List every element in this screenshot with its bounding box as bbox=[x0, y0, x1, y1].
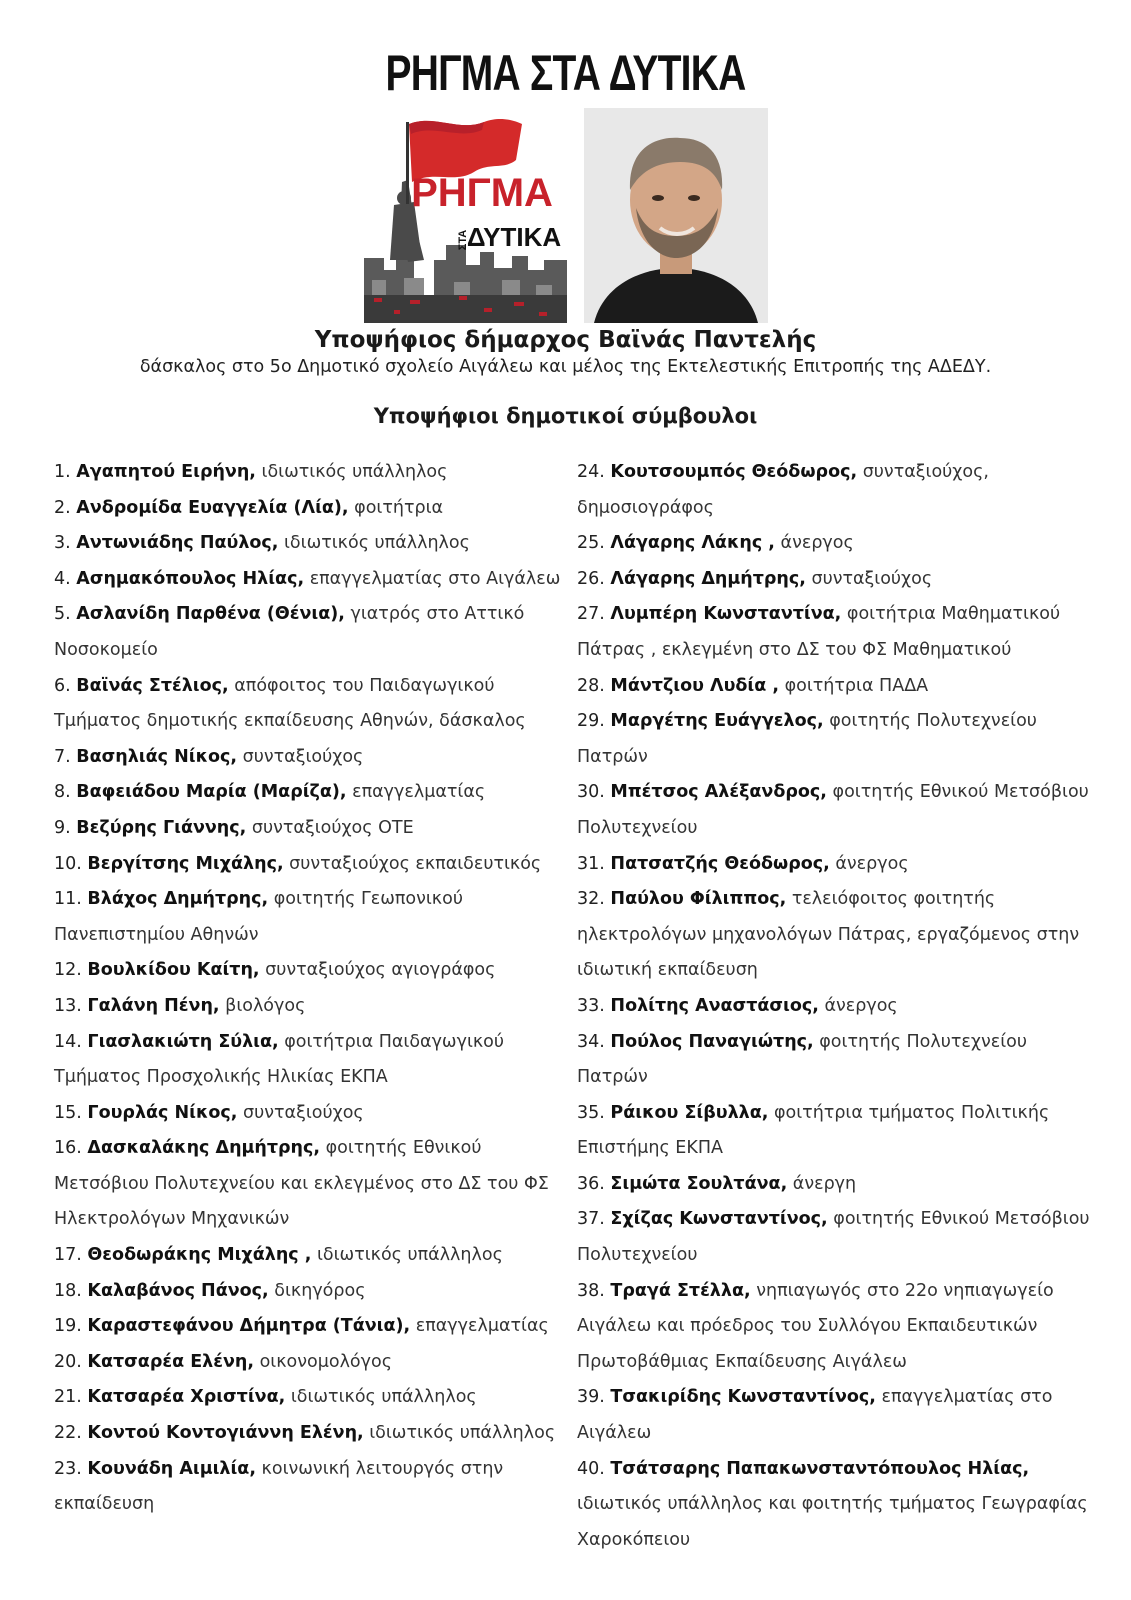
candidate-name: Γιασλακιώτη Σύλια, bbox=[87, 1031, 279, 1052]
candidate-entry bbox=[54, 847, 564, 883]
candidate-occupation: επαγγελματίας bbox=[352, 782, 486, 803]
candidate-name: Λάγαρης Δημήτρης, bbox=[610, 568, 806, 589]
candidate-occupation: κοινωνική λειτουργός στην εκπαίδευση bbox=[54, 1458, 504, 1515]
candidate-name: Πολίτης Αναστάσιος, bbox=[610, 995, 819, 1016]
mayor-candidate-description: δάσκαλος στο 5ο Δημοτικό σχολείο Αιγάλεω και μέλος της Εκτελεστικής Επιτροπής της ΑΔΕΔΥ. bbox=[139, 357, 992, 377]
candidate-occupation: φοιτήτρια ΠΑΔΑ bbox=[784, 675, 929, 696]
candidate-name: Βασηλιάς Νίκος, bbox=[76, 746, 238, 767]
party-logo bbox=[364, 110, 567, 323]
candidate-entry bbox=[54, 882, 564, 953]
candidate-name: Βεζύρης Γιάννης, bbox=[76, 817, 247, 838]
candidate-number: 18. bbox=[54, 1280, 82, 1301]
candidate-occupation: συνταξιούχος εκπαιδευτικός bbox=[289, 853, 542, 874]
candidate-number: 27. bbox=[577, 604, 605, 625]
candidate-number: 30. bbox=[577, 782, 605, 803]
candidate-name: Αντωνιάδης Παύλος, bbox=[76, 533, 279, 554]
candidate-entry bbox=[54, 491, 564, 527]
candidate-entry bbox=[577, 562, 1097, 598]
candidate-number: 1. bbox=[54, 462, 71, 482]
candidate-occupation: συνταξιούχος αγιογράφος bbox=[265, 960, 496, 981]
candidate-occupation: γιατρός στο Αττικό Νοσοκομείο bbox=[54, 604, 525, 660]
candidate-number: 31. bbox=[577, 853, 605, 874]
candidate-entry bbox=[577, 704, 1097, 775]
candidate-entry bbox=[54, 1131, 564, 1238]
candidate-name: Λάγαρης Λάκης , bbox=[610, 533, 775, 554]
candidate-number: 39. bbox=[577, 1387, 605, 1408]
candidate-entry bbox=[54, 1452, 564, 1523]
candidate-entry bbox=[54, 1309, 564, 1345]
candidate-entry bbox=[577, 775, 1097, 846]
candidate-occupation: απόφοιτος του Παιδαγωγικού Τμήματος δημοτικής εκπαίδευσης Αθηνών, δάσκαλος bbox=[54, 675, 526, 732]
candidate-occupation: επαγγελματίας στο Αιγάλεω bbox=[309, 568, 561, 589]
candidate-number: 26. bbox=[577, 568, 605, 589]
candidate-occupation: συνταξιούχος bbox=[811, 568, 933, 589]
candidate-number: 14. bbox=[54, 1031, 82, 1052]
candidate-entry bbox=[577, 1025, 1097, 1096]
candidate-entry bbox=[577, 847, 1097, 883]
candidate-name: Παύλου Φίλιππος, bbox=[610, 889, 787, 910]
candidate-name: Βαφειάδου Μαρία (Μαρίζα), bbox=[76, 782, 347, 803]
candidate-entry bbox=[54, 1345, 564, 1381]
candidate-occupation: συνταξιούχος bbox=[242, 746, 364, 767]
candidate-occupation: φοιτητής Γεωπονικού Πανεπιστημίου Αθηνών bbox=[54, 889, 463, 945]
candidate-number: 36. bbox=[577, 1173, 605, 1194]
logo-text-main: ΡΗΓΜΑ bbox=[411, 171, 553, 215]
candidate-name: Τσάτσαρης Παπακωνσταντόπουλος Ηλίας, bbox=[610, 1458, 1030, 1479]
candidate-occupation: φοιτητής Εθνικού Μετσόβιου Πολυτεχνείου bbox=[577, 782, 1089, 838]
candidate-number: 28. bbox=[577, 675, 605, 696]
candidate-entry bbox=[577, 1380, 1097, 1451]
candidate-entry bbox=[54, 1380, 564, 1416]
candidate-occupation: άνεργος bbox=[780, 533, 854, 554]
council-section-title: Υποψήφιοι δημοτικοί σύμβουλοι bbox=[373, 404, 758, 428]
candidate-occupation: ιδιωτικός υπάλληλος bbox=[284, 533, 470, 554]
page-title: ΡΗΓΜΑ ΣΤΑ ΔΥΤΙΚΑ bbox=[385, 45, 746, 101]
candidate-occupation: άνεργη bbox=[792, 1173, 857, 1194]
candidate-entry bbox=[54, 775, 564, 811]
candidate-name: Βλάχος Δημήτρης, bbox=[87, 889, 269, 910]
candidate-name: Βαϊνάς Στέλιος, bbox=[76, 675, 229, 696]
candidate-name: Καλαβάνος Πάνος, bbox=[87, 1280, 269, 1301]
candidate-entry bbox=[577, 526, 1097, 562]
candidate-number: 6. bbox=[54, 675, 71, 696]
candidate-occupation: φοιτήτρια Παιδαγωγικού Τμήματος Προσχολικής Ηλικίας ΕΚΠΑ bbox=[54, 1031, 505, 1088]
candidate-entry bbox=[54, 1025, 564, 1096]
candidate-name: Σιμώτα Σουλτάνα, bbox=[610, 1173, 788, 1194]
candidate-name: Γαλάνη Πένη, bbox=[87, 995, 220, 1016]
candidate-name: Κοντού Κοντογιάννη Ελένη, bbox=[87, 1423, 364, 1444]
candidate-number: 33. bbox=[577, 995, 605, 1016]
candidate-number: 22. bbox=[54, 1423, 82, 1444]
candidate-name: Ασημακόπουλος Ηλίας, bbox=[76, 568, 305, 589]
candidate-name: Κατσαρέα Ελένη, bbox=[87, 1351, 255, 1372]
candidate-entry bbox=[577, 1452, 1097, 1559]
person-portrait-icon bbox=[584, 108, 768, 323]
flag-statue-logo-icon bbox=[364, 110, 567, 323]
candidate-number: 17. bbox=[54, 1245, 82, 1266]
candidate-number: 32. bbox=[577, 889, 605, 910]
candidate-entry bbox=[577, 989, 1097, 1025]
candidate-occupation: τελειόφοιτος φοιτητής ηλεκτρολόγων μηχανολόγων Πάτρας, εργαζόμενος στην ιδιωτική εκπαίδευση bbox=[577, 889, 1080, 981]
candidate-name: Ανδρομίδα Ευαγγελία (Λία), bbox=[76, 497, 349, 518]
candidate-entry bbox=[577, 1096, 1097, 1167]
candidate-number: 12. bbox=[54, 960, 82, 981]
candidate-occupation: δικηγόρος bbox=[274, 1280, 366, 1301]
candidate-entry bbox=[54, 1238, 564, 1274]
candidate-number: 40. bbox=[577, 1458, 605, 1479]
candidate-number: 38. bbox=[577, 1280, 605, 1301]
logo-text-sub: ΔΥΤΙΚΑ bbox=[466, 222, 562, 252]
candidate-occupation: φοιτητής Εθνικού Μετσόβιου Πολυτεχνείου και εκλεγμένος στο ΔΣ του ΦΣ Ηλεκτρολόγων Μηχανικών bbox=[54, 1138, 549, 1230]
candidate-number: 21. bbox=[54, 1387, 82, 1408]
candidate-occupation: ιδιωτικός υπάλληλος και φοιτητής τμήματος Γεωγραφίας Χαροκόπειου bbox=[577, 1494, 1088, 1550]
candidate-occupation: φοιτήτρια bbox=[354, 497, 444, 518]
candidate-number: 20. bbox=[54, 1351, 82, 1372]
candidate-entry bbox=[577, 1202, 1097, 1273]
candidate-name: Τραγά Στέλλα, bbox=[610, 1280, 751, 1301]
candidate-entry bbox=[54, 562, 564, 598]
candidate-number: 7. bbox=[54, 746, 71, 767]
logo-text-small: ΣΤΑ bbox=[457, 229, 469, 251]
candidate-name: Μαργέτης Ευάγγελος, bbox=[610, 711, 824, 732]
candidate-occupation: άνεργος bbox=[824, 995, 898, 1016]
candidate-number: 23. bbox=[54, 1458, 82, 1479]
candidate-name: Μάντζιου Λυδία , bbox=[610, 675, 780, 696]
candidate-number: 37. bbox=[577, 1209, 605, 1230]
mayor-photo bbox=[584, 108, 768, 323]
candidate-name: Κουνάδη Αιμιλία, bbox=[87, 1458, 256, 1479]
candidate-occupation: νηπιαγωγός στο 22ο νηπιαγωγείο Αιγάλεω και πρόεδρος του Συλλόγου Εκπαιδευτικών Πρωτοβάθμιας Εκπαίδευσης Αιγάλεω bbox=[577, 1280, 1054, 1372]
candidate-number: 35. bbox=[577, 1102, 605, 1123]
candidate-occupation: συνταξιούχος bbox=[243, 1102, 364, 1123]
candidate-occupation: επαγγελματίας στο Αιγάλεω bbox=[577, 1387, 1053, 1444]
candidate-name: Πούλος Παναγιώτης, bbox=[610, 1031, 814, 1052]
candidate-name: Πατσατζής Θεόδωρος, bbox=[610, 853, 830, 874]
candidate-occupation: βιολόγος bbox=[225, 995, 306, 1016]
candidates-list-left bbox=[54, 455, 564, 1523]
candidate-occupation: ιδιωτικός υπάλληλος bbox=[261, 462, 448, 482]
candidate-entry bbox=[54, 669, 564, 740]
candidate-number: 11. bbox=[54, 889, 82, 910]
candidate-name: Μπέτσος Αλέξανδρος, bbox=[610, 782, 827, 803]
candidate-name: Ασλανίδη Παρθένα (Θένια), bbox=[76, 604, 345, 625]
candidate-name: Σχίζας Κωνσταντίνος, bbox=[610, 1209, 828, 1230]
candidate-number: 15. bbox=[54, 1102, 82, 1123]
candidate-name: Βεργίτσης Μιχάλης, bbox=[87, 853, 284, 874]
candidate-name: Λυμπέρη Κωνσταντίνα, bbox=[610, 604, 842, 625]
candidate-number: 34. bbox=[577, 1031, 605, 1052]
candidate-occupation: ιδιωτικός υπάλληλος bbox=[316, 1245, 503, 1266]
candidate-number: 3. bbox=[54, 533, 71, 554]
candidate-name: Δασκαλάκης Δημήτρης, bbox=[87, 1138, 321, 1159]
candidate-entry bbox=[54, 597, 564, 668]
candidate-name: Γουρλάς Νίκος, bbox=[87, 1102, 238, 1123]
candidate-entry bbox=[577, 1167, 1097, 1203]
candidate-occupation: ιδιωτικός υπάλληλος bbox=[290, 1387, 477, 1408]
candidate-entry bbox=[577, 1274, 1097, 1381]
candidate-occupation: οικονομολόγος bbox=[259, 1351, 392, 1372]
candidate-occupation: άνεργος bbox=[835, 853, 909, 874]
candidate-entry bbox=[54, 1096, 564, 1132]
candidate-entry bbox=[577, 669, 1097, 705]
candidate-entry bbox=[54, 526, 564, 562]
candidate-entry bbox=[54, 455, 564, 491]
candidate-entry bbox=[54, 953, 564, 989]
candidate-number: 4. bbox=[54, 568, 71, 589]
candidate-name: Καραστεφάνου Δήμητρα (Τάνια), bbox=[87, 1316, 411, 1337]
candidate-occupation: συνταξιούχος, δημοσιογράφος bbox=[577, 462, 989, 518]
candidate-occupation: φοιτητής Εθνικού Μετσόβιου Πολυτεχνείου bbox=[577, 1209, 1090, 1266]
candidate-entry bbox=[54, 989, 564, 1025]
candidate-name: Κουτσουμπός Θεόδωρος, bbox=[610, 462, 858, 482]
candidate-occupation: φοιτήτρια τμήματος Πολιτικής Επιστήμης ΕΚΠΑ bbox=[577, 1102, 1050, 1159]
candidate-entry bbox=[54, 740, 564, 776]
candidate-occupation: φοιτήτρια Μαθηματικού Πάτρας , εκλεγμένη στο ΔΣ του ΦΣ Μαθηματικού bbox=[577, 604, 1061, 660]
candidate-occupation: φοιτητής Πολυτεχνείου Πατρών bbox=[577, 711, 1037, 767]
candidate-entry bbox=[54, 1416, 564, 1452]
candidate-name: Θεοδωράκης Μιχάλης , bbox=[87, 1245, 312, 1266]
candidate-number: 25. bbox=[577, 533, 605, 554]
candidate-number: 19. bbox=[54, 1316, 82, 1337]
candidate-entry bbox=[54, 811, 564, 847]
candidate-entry bbox=[577, 455, 1097, 526]
candidate-name: Κατσαρέα Χριστίνα, bbox=[87, 1387, 286, 1408]
candidate-name: Ράικου Σίβυλλα, bbox=[610, 1102, 769, 1123]
candidate-number: 29. bbox=[577, 711, 605, 732]
candidate-occupation: φοιτητής Πολυτεχνείου Πατρών bbox=[577, 1031, 1027, 1088]
candidate-number: 13. bbox=[54, 995, 82, 1016]
candidate-occupation: επαγγελματίας bbox=[415, 1316, 549, 1337]
candidate-name: Αγαπητού Ειρήνη, bbox=[76, 462, 256, 482]
candidates-list-right bbox=[577, 455, 1097, 1558]
candidate-name: Τσακιρίδης Κωνσταντίνος, bbox=[610, 1387, 876, 1408]
candidate-number: 9. bbox=[54, 817, 71, 838]
mayor-candidate-title: Υποψήφιος δήμαρχος Βαϊνάς Παντελής bbox=[314, 327, 817, 353]
candidate-number: 16. bbox=[54, 1138, 82, 1159]
candidate-number: 2. bbox=[54, 497, 71, 518]
candidate-entry bbox=[54, 1274, 564, 1310]
candidate-entry bbox=[577, 882, 1097, 989]
candidate-number: 24. bbox=[577, 462, 605, 482]
candidate-name: Βουλκίδου Καίτη, bbox=[87, 960, 260, 981]
candidate-entry bbox=[577, 597, 1097, 668]
candidate-number: 5. bbox=[54, 604, 71, 625]
candidate-number: 8. bbox=[54, 782, 71, 803]
candidate-occupation: συνταξιούχος ΟΤΕ bbox=[251, 817, 414, 838]
candidate-occupation: ιδιωτικός υπάλληλος bbox=[369, 1423, 556, 1444]
candidate-number: 10. bbox=[54, 853, 82, 874]
